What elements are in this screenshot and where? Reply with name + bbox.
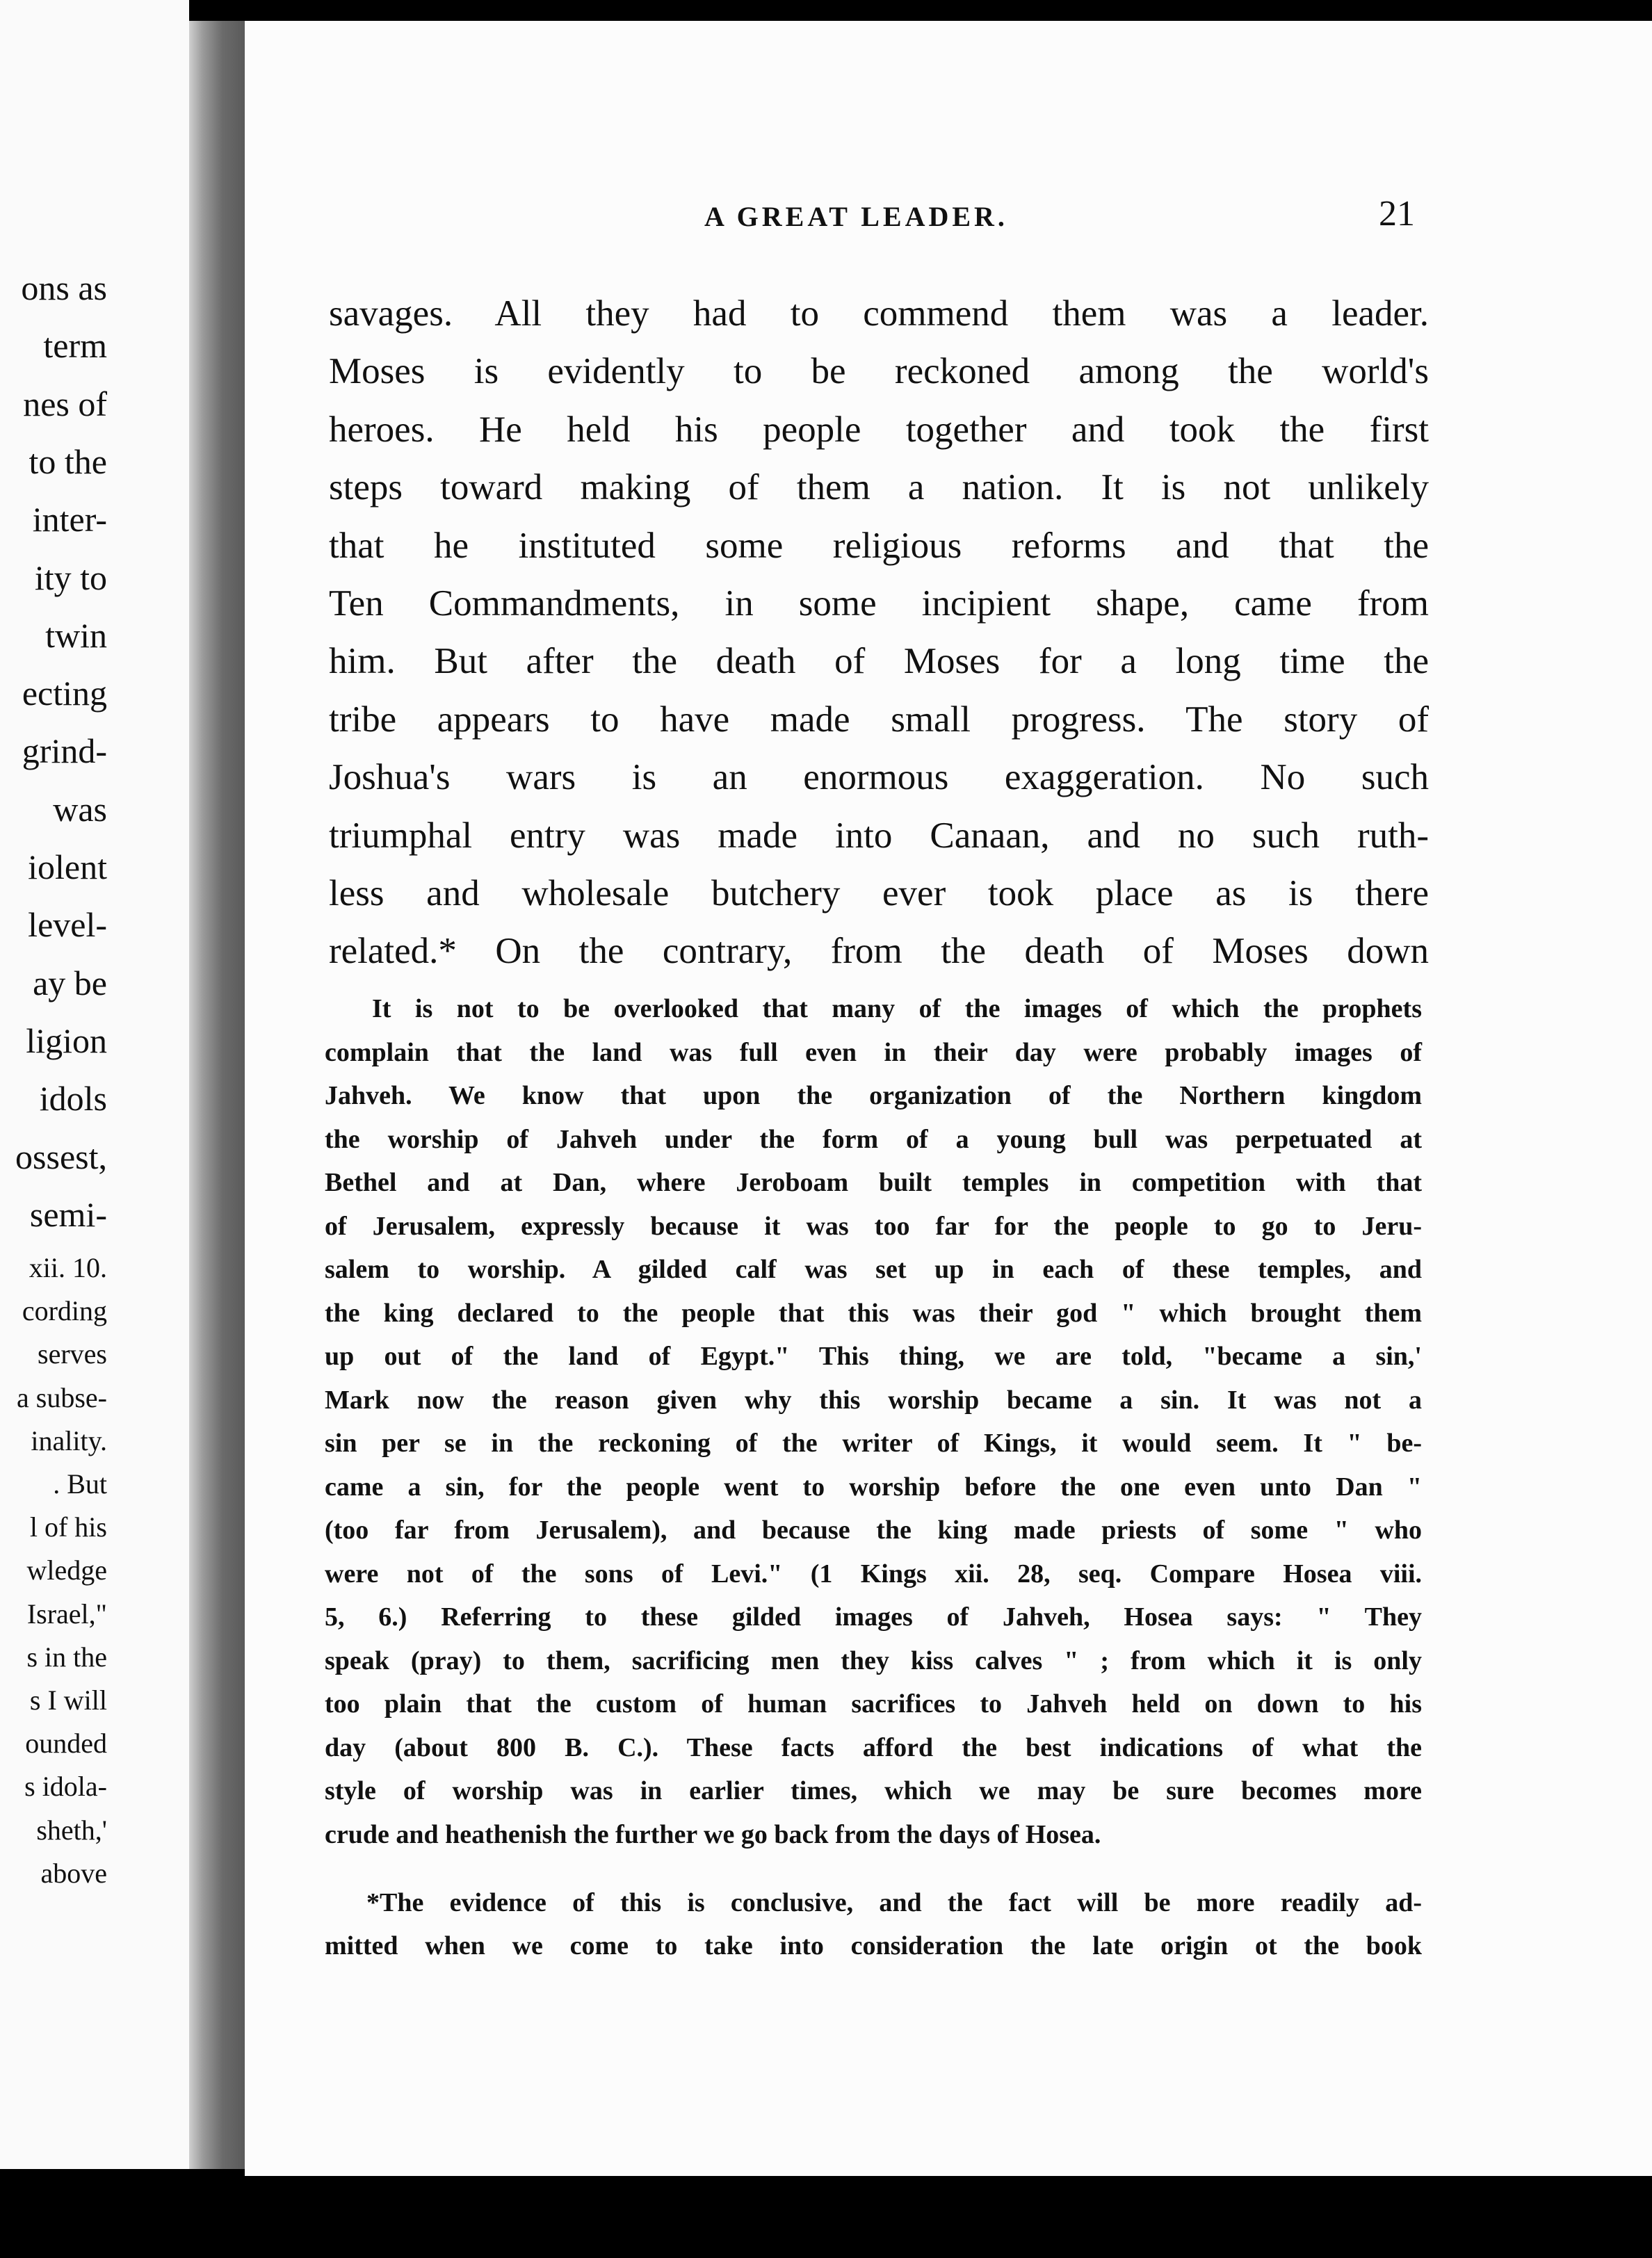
running-head: A GREAT LEADER.	[704, 201, 1008, 232]
note-line: too plain that the custom of human sacrifices to Jahveh held on down to his	[325, 1689, 1422, 1719]
left-page-fragment: s idola-	[24, 1771, 107, 1803]
left-page-fragment: to the	[29, 441, 107, 481]
body-line: triumphal entry was made into Canaan, and no such ruth-	[329, 815, 1429, 856]
body-line: that he instituted some religious reforms and that the	[329, 525, 1429, 566]
main-text	[329, 285, 1429, 981]
note-line: It is not to be overlooked that many of the images of which the prophets	[372, 994, 1422, 1023]
note-line: Mark now the reason given why this worship became a sin. It was not a	[325, 1385, 1422, 1415]
left-page-fragment: . But	[53, 1468, 107, 1500]
page-number: 21	[1379, 194, 1415, 234]
left-page-fragment: ity to	[34, 558, 107, 597]
left-page-fragment: s I will	[29, 1684, 107, 1716]
left-page-fragment: inality.	[31, 1424, 107, 1456]
left-page-fragment: sheth,'	[36, 1814, 107, 1846]
note-line: sin per se in the reckoning of the writer of Kings, it would seem. It " be-	[325, 1429, 1422, 1458]
left-page-fragment: twin	[45, 615, 107, 655]
left-page-fragment: wledge	[26, 1554, 107, 1586]
note-line: day (about 800 B. C.). These facts afford the best indications of what the	[325, 1732, 1422, 1762]
left-page-fragment: ossest,	[15, 1137, 107, 1176]
body-line: related.* On the contrary, from the death of Moses down	[329, 931, 1429, 972]
footnote-line: mitted when we come to take into consideration the late origin ot the book	[325, 1931, 1422, 1960]
left-page-fragment: ecting	[22, 674, 107, 713]
book-spine-shadow	[189, 21, 245, 2169]
left-page-fragment: semi-	[29, 1194, 107, 1234]
left-page-fragment: Israel,"	[26, 1598, 107, 1630]
left-page-fragment: term	[43, 326, 107, 366]
note-line: the king declared to the people that this was their god " which brought them	[325, 1298, 1422, 1328]
left-page-fragment: ounded	[25, 1728, 107, 1760]
footnote	[325, 1881, 1422, 1967]
body-line: Ten Commandments, in some incipient shape, came from	[329, 583, 1429, 624]
body-line: steps toward making of them a nation. It is not unlikely	[329, 467, 1429, 508]
body-line: tribe appears to have made small progress. The story of	[329, 699, 1429, 740]
note-line: complain that the land was full even in their day were probably images of	[325, 1037, 1422, 1067]
note-block	[325, 987, 1422, 1856]
body-line: him. But after the death of Moses for a long time the	[329, 641, 1429, 682]
left-page-fragment: idols	[39, 1079, 107, 1119]
body-line: heroes. He held his people together and took the first	[329, 409, 1429, 450]
note-line: of Jerusalem, expressly because it was too far for the people to go to Jeru-	[325, 1211, 1422, 1241]
note-line: speak (pray) to them, sacrificing men they kiss calves " ; from which it is only	[325, 1646, 1422, 1675]
left-page-fragment: iolent	[28, 847, 107, 886]
left-page-fragment: ons as	[21, 268, 107, 307]
left-page-fragment: above	[40, 1857, 107, 1889]
left-page-fragment: ay be	[33, 963, 107, 1002]
note-line: Jahveh. We know that upon the organization of the Northern kingdom	[325, 1081, 1422, 1110]
note-line: were not of the sons of Levi." (1 Kings xii. 28, seq. Compare Hosea viii.	[325, 1559, 1422, 1589]
left-page-fragment: nes of	[23, 384, 107, 423]
note-line: salem to worship. A gilded calf was set up in each of these temples, and	[325, 1255, 1422, 1284]
body-line: Moses is evidently to be reckoned among the world's	[329, 351, 1429, 392]
left-page-fragment: was	[53, 789, 107, 829]
left-page-edge	[0, 0, 189, 2169]
left-page-fragment: xii. 10.	[29, 1252, 107, 1283]
left-page-fragment: a subse-	[17, 1381, 107, 1413]
note-line: (too far from Jerusalem), and because the king made priests of some " who	[325, 1516, 1422, 1545]
left-page-fragment: ligion	[26, 1021, 107, 1060]
left-page-fragment: cording	[22, 1295, 107, 1327]
note-line: Bethel and at Dan, where Jeroboam built temples in competition with that	[325, 1168, 1422, 1197]
note-line: came a sin, for the people went to worship before the one even unto Dan "	[325, 1472, 1422, 1502]
note-line: crude and heathenish the further we go back from the days of Hosea.	[325, 1819, 1101, 1849]
left-page-fragment: level-	[28, 905, 107, 945]
left-page-fragment: s in the	[26, 1641, 107, 1673]
note-line: 5, 6.) Referring to these gilded images of Jahveh, Hosea says: " They	[325, 1602, 1422, 1632]
left-page-fragment: serves	[38, 1338, 107, 1370]
body-line: less and wholesale butchery ever took place as is there	[329, 872, 1429, 913]
left-page-fragment: inter-	[32, 500, 107, 539]
left-page-fragment: l of his	[29, 1511, 107, 1543]
note-line: up out of the land of Egypt." This thing, we are told, "became a sin,'	[325, 1342, 1422, 1371]
note-line: style of worship was in earlier times, which we may be sure becomes more	[325, 1776, 1422, 1805]
body-line: savages. All they had to commend them was a leader.	[329, 293, 1429, 334]
left-page-fragment: grind-	[22, 731, 107, 771]
body-line: Joshua's wars is an enormous exaggeration. No such	[329, 757, 1429, 798]
note-line: the worship of Jahveh under the form of a young bull was perpetuated at	[325, 1124, 1422, 1154]
footnote-line: *The evidence of this is conclusive, and the fact will be more readily ad-	[366, 1888, 1422, 1917]
